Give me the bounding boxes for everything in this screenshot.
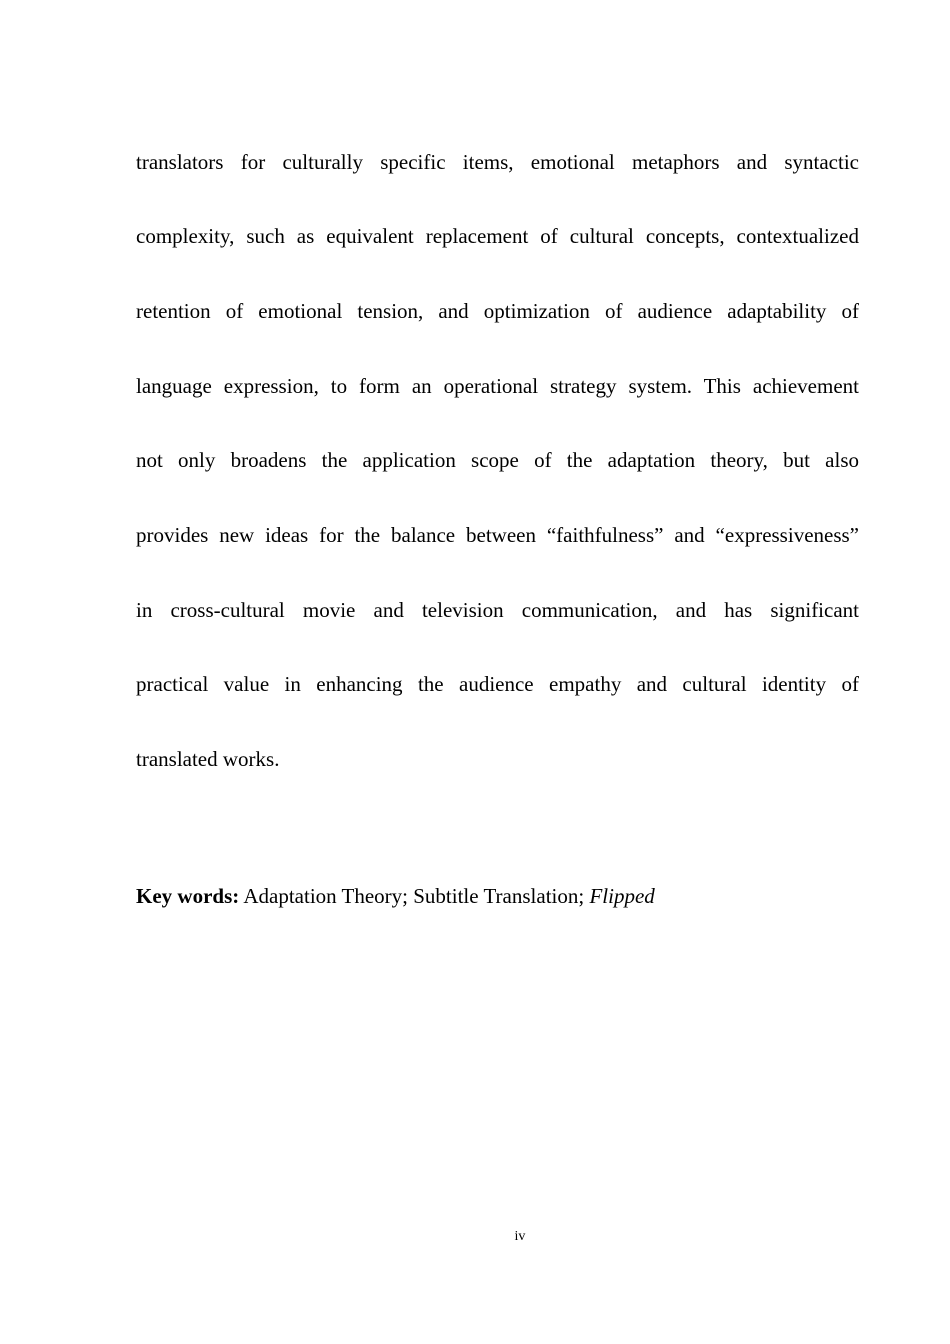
keywords-line: [136, 882, 655, 910]
paragraph-line: language expression, to form an operational strategy system. This achievement: [136, 374, 859, 398]
paragraph-line: retention of emotional tension, and optimization of audience adaptability of: [136, 299, 859, 323]
paragraph-line: provides new ideas for the balance between “faithfulness” and “expressiveness”: [136, 523, 859, 547]
paragraph-line: complexity, such as equivalent replacement of cultural concepts, contextualized: [136, 224, 859, 248]
paragraph-line: translated works.: [136, 747, 280, 771]
paragraph-line: practical value in enhancing the audience empathy and cultural identity of: [136, 672, 859, 696]
paragraph-line: translators for culturally specific items, emotional metaphors and syntactic: [136, 150, 859, 174]
page-number: iv: [514, 1229, 526, 1244]
paragraph-line: in cross-cultural movie and television communication, and has significant: [136, 598, 859, 622]
keywords-italic-term: Flipped: [589, 884, 655, 908]
paragraph-line: not only broadens the application scope of the adaptation theory, but also: [136, 448, 859, 472]
keywords-label: Key words:: [136, 884, 240, 908]
keywords-text: Adaptation Theory; Subtitle Translation;: [239, 884, 590, 908]
